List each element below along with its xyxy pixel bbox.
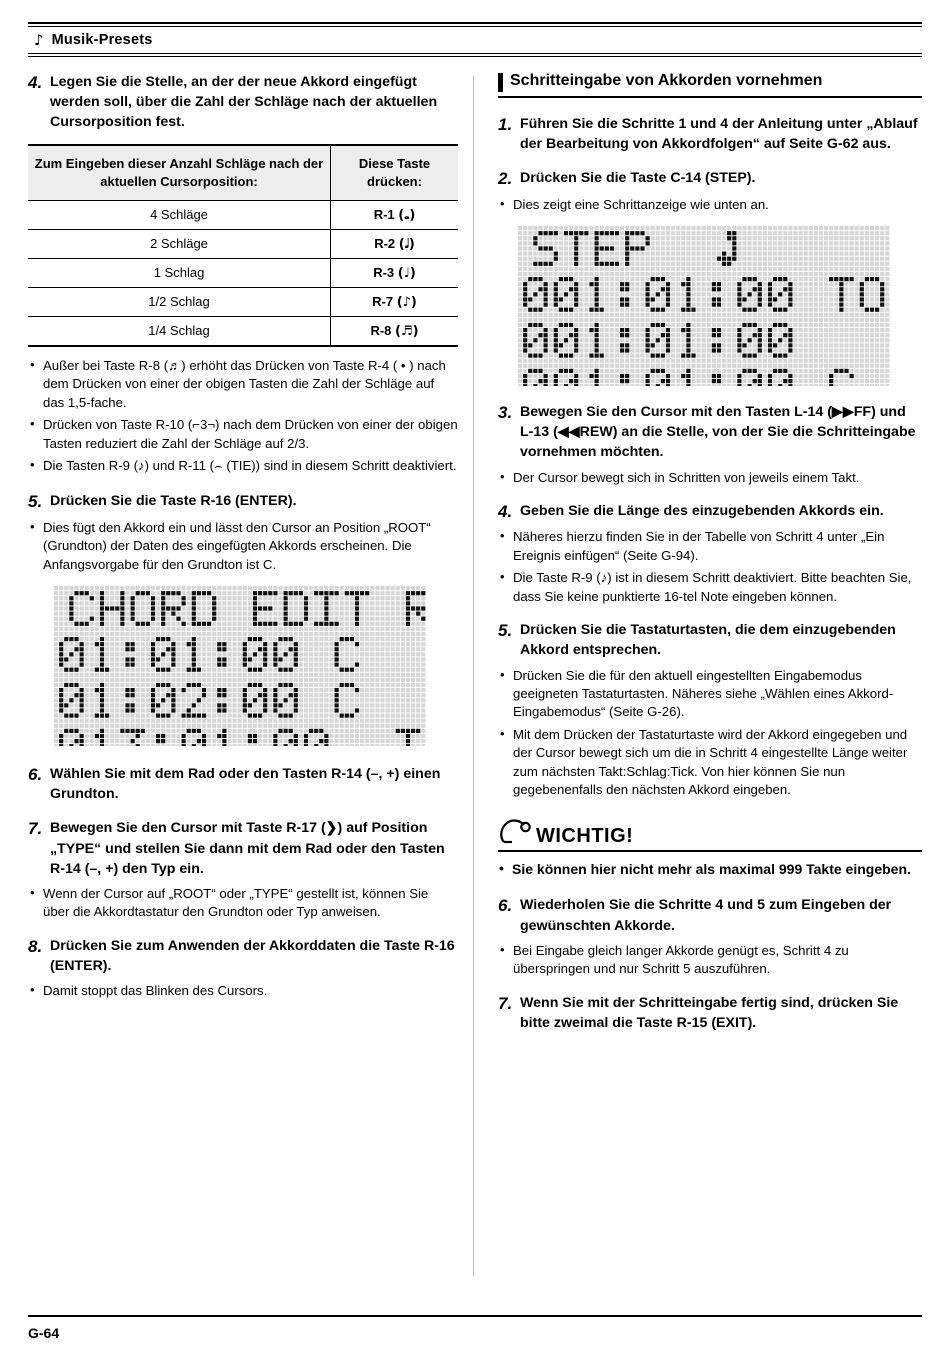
step-5-left: [28, 491, 458, 512]
step-3-bullets: [498, 469, 922, 487]
music-note-icon: ♪: [34, 30, 44, 49]
cell-beats: 1/4 Schlag: [28, 316, 331, 346]
step-text: Wiederholen Sie die Schritte 4 und 5 zum Eingeben der gewünschten Akkorde.: [520, 897, 892, 934]
step-6-left: [28, 764, 458, 804]
header-rule-bottom: [28, 56, 922, 57]
table-row: [28, 229, 458, 258]
page-header: [28, 22, 922, 57]
step-7-left: [28, 818, 458, 878]
step-text: Wenn Sie mit der Schritteingabe fertig sind, drücken Sie bitte zweimal die Taste R-15 (EXIT).: [520, 994, 899, 1031]
list-item: • Dies zeigt eine Schrittanzeige wie unten an.: [498, 196, 922, 214]
step-2-bullets: [498, 196, 922, 214]
step-text: Wählen Sie mit dem Rad oder den Tasten R-14 (–, +) einen Grundton.: [50, 766, 441, 803]
list-item: • Außer bei Taste R-8 (♬) erhöht das Drücken von Taste R-4 ( • ) nach dem Drücken von einer der obigen Tasten die Zahl der Schläge auf das 1,5-fache.: [28, 357, 458, 412]
section-heading: Schritteingabe von Akkorden vornehmen: [498, 72, 922, 98]
step-number: 6.: [498, 896, 513, 916]
step-7-bullets: [28, 885, 458, 922]
note-glyph: (𝅗𝅥): [398, 236, 415, 252]
step-number: 4.: [498, 502, 513, 521]
step-4-bullets: [498, 528, 922, 606]
right-column: [498, 72, 922, 1033]
step-6-right: [498, 895, 922, 935]
step-8-bullets: [28, 982, 458, 1000]
step-text: Drücken Sie die Tastaturtasten, die dem einzugebenden Akkord entsprechen.: [520, 622, 896, 659]
key-label: R-7: [372, 293, 394, 309]
lcd-display-step: [518, 226, 922, 386]
key-label: R-1: [373, 206, 395, 222]
table-header-beats: Zum Eingeben dieser Anzahl Schläge nach der aktuellen Cursorposition:: [28, 145, 331, 200]
important-bullets: [498, 860, 922, 880]
step-3-right: [498, 402, 922, 462]
step-text: Drücken Sie die Taste C-14 (STEP).: [520, 170, 756, 187]
key-label: R-3: [373, 264, 395, 280]
list-item: • Mit dem Drücken der Tastaturtaste wird der Akkord eingegeben und der Cursor bewegt sich um die in Schritt 4 eingestellte Länge weiter zum nächsten Takt:Schlag:Tick. Von hier können Sie nun gegebenenfalls den nächsten Akkord eingeben.: [498, 726, 922, 800]
step-6-bullets: [498, 942, 922, 979]
lcd-dot-matrix: [518, 226, 893, 386]
step-1-right: [498, 114, 922, 154]
list-item: • Wenn der Cursor auf „ROOT“ oder „TYPE“ gestellt ist, können Sie über die Akkordtastatur den Grundton oder Typ anweisen.: [28, 885, 458, 922]
table-row: [28, 258, 458, 287]
step-number: 7.: [28, 819, 43, 839]
table-header-row: [28, 145, 458, 200]
cell-key: [331, 200, 459, 229]
note-glyph: (♪): [396, 294, 417, 310]
left-column: [28, 72, 458, 1005]
step-number: 3.: [498, 403, 513, 423]
step-text: Führen Sie die Schritte 1 und 4 der Anleitung unter „Ablauf der Bearbeitung von Akkordfolgen“ auf Seite G-62 aus.: [520, 116, 918, 153]
step-number: 6.: [28, 765, 43, 785]
warning-bell-icon: [498, 818, 532, 848]
cell-key: [331, 258, 459, 287]
table-row: [28, 316, 458, 346]
step-8-left: [28, 936, 458, 976]
page-title: Musik-Presets: [51, 32, 153, 48]
step-7-right: [498, 993, 922, 1033]
step-text: Drücken Sie zum Anwenden der Akkorddaten die Taste R-16 (ENTER).: [50, 937, 455, 975]
key-label: R-2: [374, 235, 396, 251]
cell-beats: 4 Schläge: [28, 200, 331, 229]
beats-key-table: [28, 144, 458, 346]
list-item: • Der Cursor bewegt sich in Schritten von jeweils einem Takt.: [498, 469, 922, 487]
step-text: Geben Sie die Länge des einzugebenden Akkords ein.: [520, 503, 884, 519]
step-number: 7.: [498, 993, 513, 1013]
list-item: • Damit stoppt das Blinken des Cursors.: [28, 982, 458, 1000]
table-header-key: Diese Taste drücken:: [331, 145, 459, 200]
step-number: 5.: [28, 492, 43, 512]
list-item: • Dies fügt den Akkord ein und lässt den Cursor an Position „ROOT“ (Grundton) der Daten des eingefügten Akkords erscheinen. Die Anfangsvorgabe für den Grundton ist C.: [28, 519, 458, 574]
notes-after-table: [28, 357, 458, 476]
footer-rule: [28, 1315, 922, 1317]
header-bar: [28, 26, 922, 54]
column-divider: [473, 76, 474, 1276]
note-glyph: (𝅝): [398, 207, 416, 223]
step-number: 4.: [28, 73, 43, 92]
step-text: Legen Sie die Stelle, an der der neue Akkord eingefügt werden soll, über die Zahl der Schläge nach der aktuellen Cursorposition fest.: [50, 74, 438, 131]
cell-beats: 1/2 Schlag: [28, 287, 331, 316]
step-5-right: [498, 620, 922, 660]
header-rule-top: [28, 22, 922, 24]
step-5-bullets: [28, 519, 458, 574]
cell-beats: 2 Schläge: [28, 229, 331, 258]
list-item: • Drücken Sie die für den aktuell eingestellten Eingabemodus geeigneten Tastaturtasten. Näheres siehe „Wählen eines Akkord-Eingabemodus“ (Seite G-26).: [498, 667, 922, 722]
cell-key: [331, 316, 459, 346]
lcd-display-chord-edit: [54, 586, 458, 746]
note-glyph: (♩): [397, 265, 416, 281]
list-item: • Bei Eingabe gleich langer Akkorde genügt es, Schritt 4 zu überspringen und nur Schritt 5 auszuführen.: [498, 942, 922, 979]
cell-key: [331, 287, 459, 316]
step-number: 2.: [498, 169, 513, 189]
cell-key: [331, 229, 459, 258]
list-item: • Drücken von Taste R-10 (⌐3¬) nach dem Drücken von einer der obigen Tasten reduziert die Zahl der Schläge auf 2/3.: [28, 416, 458, 453]
note-glyph: (♬): [395, 323, 419, 339]
step-4-right: [498, 501, 922, 522]
table-row: [28, 200, 458, 229]
page-number: G-64: [28, 1325, 60, 1341]
list-item: • Näheres hierzu finden Sie in der Tabelle von Schritt 4 unter „Ein Ereignis einfügen“ (Seite G-94).: [498, 528, 922, 565]
list-item: • Sie können hier nicht mehr als maximal 999 Takte eingeben.: [498, 860, 922, 880]
step-text: Bewegen Sie den Cursor mit Taste R-17 (❯) auf Position „TYPE“ und stellen Sie dann mit dem Rad oder den Tasten R-14 (–, +) den Typ ein.: [50, 820, 445, 877]
step-2-right: [498, 168, 922, 189]
list-item: • Die Taste R-9 (♪) ist in diesem Schritt deaktiviert. Bitte beachten Sie, dass Sie keine punktierte 16-tel Note eingeben können.: [498, 569, 922, 606]
step-number: 8.: [28, 936, 43, 956]
important-label: WICHTIG!: [536, 824, 634, 847]
step-4-left: [28, 72, 458, 132]
cell-beats: 1 Schlag: [28, 258, 331, 287]
list-item: • Die Tasten R-9 (♪) und R-11 (⌢ (TIE)) sind in diesem Schritt deaktiviert.: [28, 457, 458, 475]
step-text: Bewegen Sie den Cursor mit den Tasten L-14 (▶▶FF) und L-13 (◀◀REW) an die Stelle, von der Sie die Schritteingabe vornehmen möchten.: [520, 404, 916, 461]
key-label: R-8: [370, 322, 392, 338]
step-number: 1.: [498, 115, 513, 134]
step-number: 5.: [498, 621, 513, 641]
step-5-bullets: [498, 667, 922, 800]
table-row: [28, 287, 458, 316]
lcd-dot-matrix: [54, 586, 429, 746]
important-banner: [498, 818, 922, 852]
step-text: Drücken Sie die Taste R-16 (ENTER).: [50, 493, 297, 510]
